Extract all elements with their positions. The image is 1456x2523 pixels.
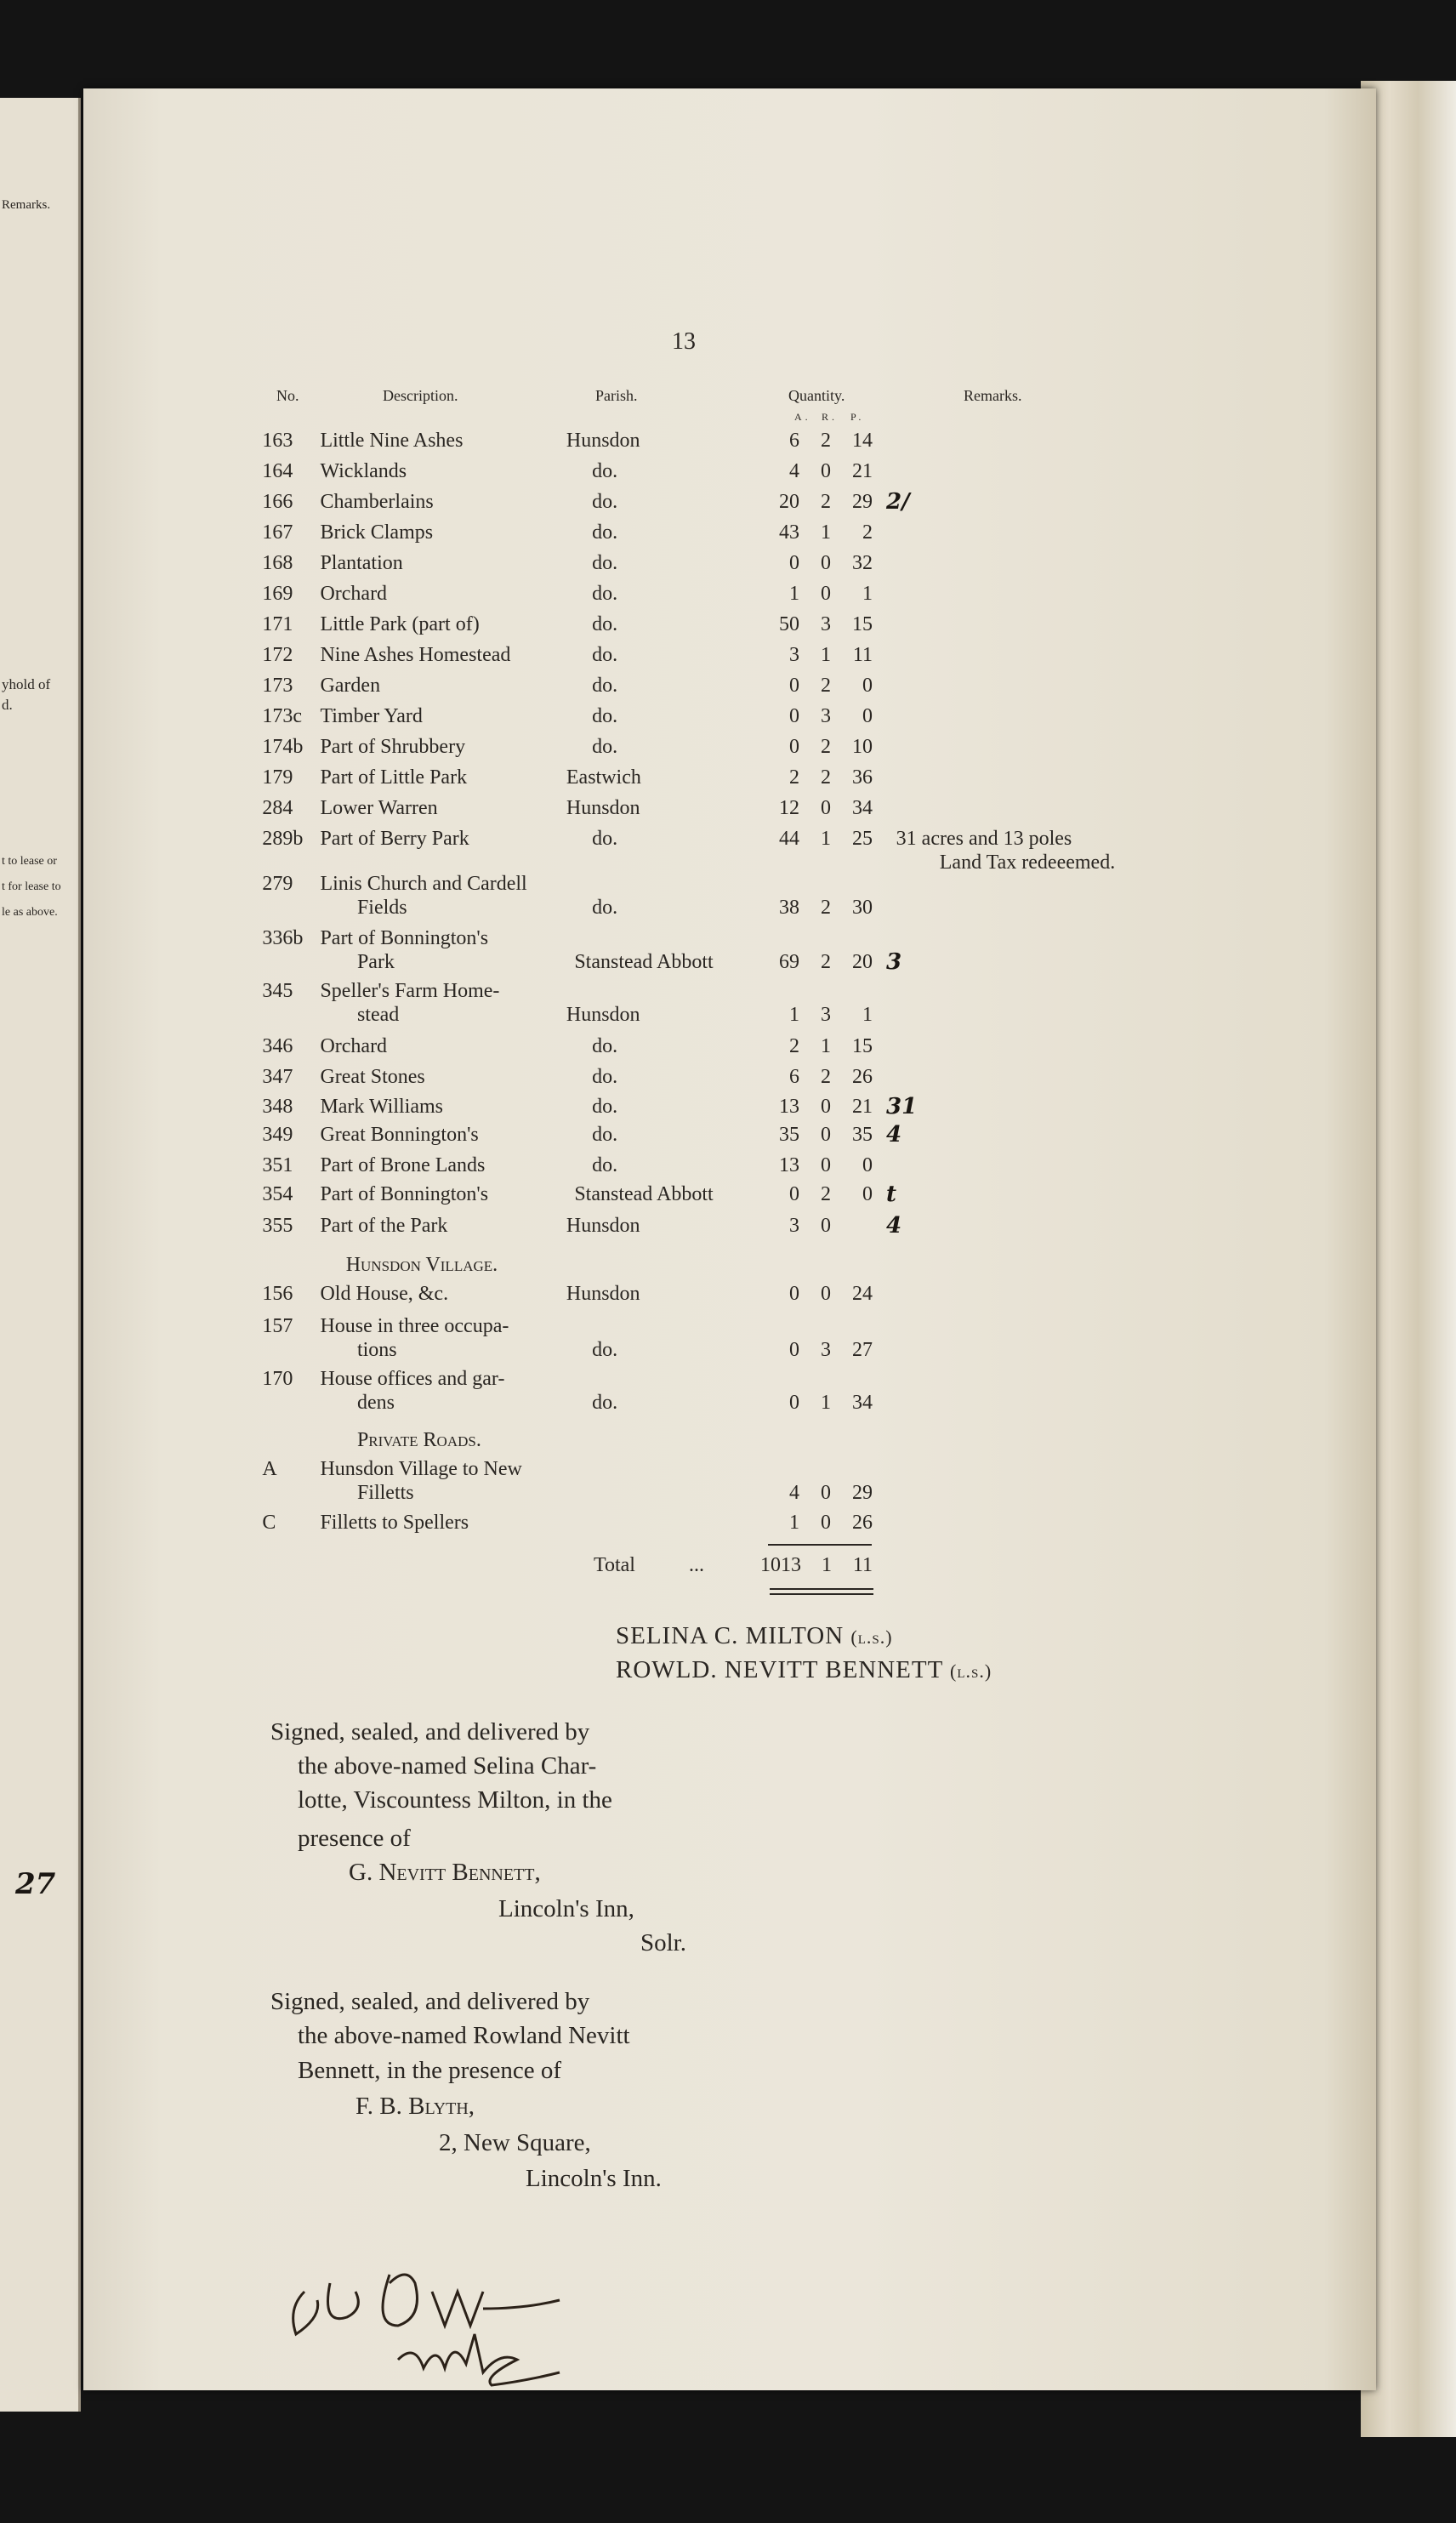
row-description: Linis Church and Cardell — [320, 872, 527, 895]
row-parish: do. — [592, 583, 618, 606]
row-roods: 2 — [821, 674, 831, 697]
attestation-line: presence of — [298, 1825, 411, 1852]
row-roods: 2 — [821, 491, 831, 514]
row-poles: 25 — [852, 827, 873, 850]
attestation-line: Signed, sealed, and delivered by — [270, 1988, 590, 2015]
row-acres: 0 — [789, 1392, 799, 1415]
row-poles: 21 — [852, 1096, 873, 1119]
row-number: C — [262, 1511, 276, 1534]
row-poles: 21 — [852, 460, 873, 483]
row-poles: 0 — [862, 1153, 873, 1176]
row-description: Great Stones — [320, 1065, 425, 1088]
row-description: Timber Yard — [320, 704, 423, 727]
row-number: 168 — [262, 552, 293, 575]
row-parish: Stanstead Abbott — [574, 1182, 714, 1205]
row-parish: Hunsdon — [566, 1004, 640, 1027]
row-acres: 44 — [779, 827, 799, 850]
header-a: A. — [794, 411, 811, 423]
row-acres: 0 — [789, 674, 799, 697]
row-parish: Eastwich — [566, 766, 641, 789]
row-parish: do. — [592, 827, 618, 850]
left-page-edge — [0, 98, 81, 2412]
row-description-cont: dens — [356, 1392, 395, 1415]
total-label: Total — [594, 1554, 635, 1576]
handwritten-mark: t — [886, 1182, 897, 1207]
attestation-line: Signed, sealed, and delivered by — [270, 1718, 590, 1746]
row-parish: do. — [592, 491, 618, 514]
row-poles: 10 — [852, 735, 873, 758]
row-number: 156 — [262, 1282, 293, 1305]
row-acres: 20 — [779, 491, 799, 514]
attestation-line: lotte, Viscountess Milton, in the — [298, 1786, 612, 1814]
row-roods: 2 — [821, 766, 831, 789]
row-parish: do. — [592, 1153, 618, 1176]
row-number: 169 — [262, 583, 293, 606]
header-description: Description. — [383, 387, 458, 404]
row-poles: 1 — [862, 583, 873, 606]
header-quantity: Quantity. — [788, 387, 845, 404]
row-poles: 0 — [862, 1182, 873, 1205]
witness-address: Lincoln's Inn. — [526, 2165, 662, 2192]
header-r: R. — [822, 411, 839, 423]
row-roods: 1 — [821, 643, 831, 666]
row-description: Plantation — [320, 552, 403, 575]
row-roods: 3 — [821, 612, 831, 635]
row-roods: 0 — [821, 1482, 831, 1505]
row-acres: 1 — [789, 1511, 799, 1534]
handwritten-signature — [270, 2232, 662, 2402]
row-poles: 34 — [852, 1392, 873, 1415]
row-acres: 4 — [789, 1482, 799, 1505]
row-number: 351 — [262, 1153, 293, 1176]
row-number: 179 — [262, 766, 293, 789]
row-acres: 0 — [789, 552, 799, 575]
row-roods: 0 — [821, 583, 831, 606]
signatory: ROWLD. NEVITT BENNETT (l.s.) — [616, 1656, 992, 1683]
row-acres: 0 — [789, 1182, 799, 1205]
row-description: Little Park (part of) — [320, 612, 480, 635]
row-parish: do. — [592, 1392, 618, 1415]
row-description: Garden — [320, 674, 381, 697]
row-parish: do. — [592, 896, 618, 919]
attestation-line: the above-named Selina Char- — [298, 1752, 597, 1780]
left-fragment: le as above. — [2, 906, 58, 919]
row-poles: 30 — [852, 896, 873, 919]
row-parish: Hunsdon — [566, 1282, 640, 1305]
row-description: Great Bonnington's — [320, 1123, 479, 1146]
row-description: Nine Ashes Homestead — [320, 643, 511, 666]
row-description: Hunsdon Village to New — [320, 1458, 522, 1481]
row-number: 279 — [262, 872, 293, 895]
row-number: 354 — [262, 1182, 293, 1205]
row-acres: 2 — [789, 1034, 799, 1057]
row-roods: 2 — [821, 430, 831, 453]
row-poles: 0 — [862, 704, 873, 727]
double-rule — [770, 1588, 873, 1590]
row-acres: 69 — [779, 950, 799, 973]
row-parish: do. — [592, 1034, 618, 1057]
row-poles: 36 — [852, 766, 873, 789]
row-parish: do. — [592, 521, 618, 544]
page-number: 13 — [672, 328, 696, 355]
row-roods: 2 — [821, 950, 831, 973]
row-parish: do. — [592, 1123, 618, 1146]
row-description-cont: tions — [356, 1338, 397, 1361]
row-description: Speller's Farm Home- — [320, 980, 500, 1003]
row-description-cont: Filletts — [356, 1482, 414, 1505]
row-acres: 13 — [779, 1153, 799, 1176]
row-number: 336b — [262, 926, 304, 949]
left-fragment: Remarks. — [2, 198, 51, 212]
row-number: 173c — [262, 704, 302, 727]
row-acres: 0 — [789, 1282, 799, 1305]
row-description: Little Nine Ashes — [320, 430, 464, 453]
row-poles: 29 — [852, 491, 873, 514]
row-roods: 0 — [821, 1123, 831, 1146]
row-number: 349 — [262, 1123, 293, 1146]
row-roods: 0 — [821, 1282, 831, 1305]
handwritten-correction: 3 — [886, 949, 902, 975]
sum-rule — [768, 1544, 872, 1546]
row-roods: 2 — [821, 1182, 831, 1205]
total-roods: 1 — [822, 1554, 832, 1576]
header-p: P. — [850, 411, 865, 423]
row-roods: 0 — [821, 1096, 831, 1119]
row-number: 172 — [262, 643, 293, 666]
row-parish: do. — [592, 552, 618, 575]
handwritten-correction: 4 — [886, 1122, 902, 1148]
seal-mark: (l.s.) — [850, 1626, 893, 1648]
row-acres: 3 — [789, 1215, 799, 1238]
row-number: 164 — [262, 460, 293, 483]
row-description: Orchard — [320, 1034, 388, 1057]
row-description-cont: Park — [356, 950, 395, 973]
row-acres: 50 — [779, 612, 799, 635]
section-heading: Private Roads. — [356, 1429, 481, 1452]
row-number: 355 — [262, 1215, 293, 1238]
row-acres: 43 — [779, 521, 799, 544]
row-acres: 2 — [789, 766, 799, 789]
row-roods: 1 — [821, 827, 831, 850]
header-remarks: Remarks. — [964, 387, 1022, 404]
row-parish: Stanstead Abbott — [574, 950, 714, 973]
row-poles: 2 — [862, 521, 873, 544]
row-acres: 6 — [789, 430, 799, 453]
row-acres: 4 — [789, 460, 799, 483]
witness-title: Solr. — [640, 1929, 686, 1956]
row-parish: do. — [592, 643, 618, 666]
row-parish: do. — [592, 612, 618, 635]
row-description: Brick Clamps — [320, 521, 434, 544]
row-acres: 13 — [779, 1096, 799, 1119]
row-acres: 0 — [789, 704, 799, 727]
left-fragment: t for lease to — [2, 880, 61, 893]
row-parish: do. — [592, 735, 618, 758]
row-description-cont: stead — [356, 1004, 400, 1027]
row-number: 163 — [262, 430, 293, 453]
handwritten-correction: 4 — [886, 1213, 902, 1239]
row-acres: 3 — [789, 643, 799, 666]
total-poles: 11 — [852, 1554, 873, 1576]
seal-mark: (l.s.) — [950, 1660, 992, 1682]
row-number: 346 — [262, 1034, 293, 1057]
row-description: Mark Williams — [320, 1096, 444, 1119]
row-parish: Hunsdon — [566, 796, 640, 819]
row-description: Part of Berry Park — [320, 827, 469, 850]
row-parish: do. — [592, 1096, 618, 1119]
row-poles: 14 — [852, 430, 873, 453]
row-poles: 11 — [852, 643, 873, 666]
row-description: Old House, &c. — [320, 1282, 449, 1305]
witness-address: 2, New Square, — [439, 2129, 591, 2156]
row-roods: 3 — [821, 704, 831, 727]
double-rule — [770, 1593, 873, 1595]
row-description: Part of Bonnington's — [320, 1182, 489, 1205]
row-acres: 0 — [789, 1338, 799, 1361]
left-fragment: yhold of — [2, 676, 51, 692]
row-description-cont: Fields — [356, 896, 407, 919]
row-parish: do. — [592, 1065, 618, 1088]
row-roods: 3 — [821, 1338, 831, 1361]
row-parish: do. — [592, 460, 618, 483]
row-acres: 38 — [779, 896, 799, 919]
attestation-line: the above-named Rowland Nevitt — [298, 2022, 630, 2049]
row-poles: 24 — [852, 1282, 873, 1305]
row-poles: 29 — [852, 1482, 873, 1505]
row-poles: 35 — [852, 1123, 873, 1146]
row-number: A — [262, 1458, 277, 1481]
row-parish: Hunsdon — [566, 1215, 640, 1238]
row-description: Part of the Park — [320, 1215, 448, 1238]
row-number: 173 — [262, 674, 293, 697]
handwritten-correction: 2/ — [886, 489, 910, 515]
row-description: Wicklands — [320, 460, 407, 483]
row-number: 345 — [262, 980, 293, 1003]
row-roods: 3 — [821, 1004, 831, 1027]
row-number: 157 — [262, 1314, 293, 1337]
left-handwritten-number: 27 — [15, 1867, 56, 1901]
witness-name: G. Nevitt Bennett, — [349, 1859, 541, 1886]
row-roods: 1 — [821, 1392, 831, 1415]
row-poles: 26 — [852, 1065, 873, 1088]
row-roods: 0 — [821, 796, 831, 819]
row-roods: 0 — [821, 1215, 831, 1238]
row-number: 170 — [262, 1368, 293, 1391]
row-description: Filletts to Spellers — [320, 1511, 469, 1534]
row-description: House offices and gar- — [320, 1368, 505, 1391]
row-poles: 15 — [852, 1034, 873, 1057]
row-poles: 0 — [862, 674, 873, 697]
row-number: 171 — [262, 612, 293, 635]
row-remarks: 31 acres and 13 poles — [896, 827, 1072, 850]
row-parish: do. — [592, 704, 618, 727]
row-number: 348 — [262, 1096, 293, 1119]
row-poles: 20 — [852, 950, 873, 973]
row-number: 347 — [262, 1065, 293, 1088]
document-page — [83, 88, 1376, 2390]
row-remarks: Land Tax redeeemed. — [939, 851, 1116, 874]
row-acres: 35 — [779, 1123, 799, 1146]
row-roods: 2 — [821, 896, 831, 919]
row-roods: 0 — [821, 552, 831, 575]
row-description: Part of Brone Lands — [320, 1153, 486, 1176]
header-parish: Parish. — [595, 387, 638, 404]
row-poles: 27 — [852, 1338, 873, 1361]
total-dots: ... — [689, 1554, 704, 1576]
row-number: 166 — [262, 491, 293, 514]
row-poles: 26 — [852, 1511, 873, 1534]
row-acres: 1 — [789, 1004, 799, 1027]
row-description: Part of Little Park — [320, 766, 468, 789]
row-acres: 1 — [789, 583, 799, 606]
row-acres: 0 — [789, 735, 799, 758]
witness-name: F. B. Blyth, — [355, 2093, 475, 2120]
row-roods: 0 — [821, 1511, 831, 1534]
row-parish: Hunsdon — [566, 430, 640, 453]
total-acres: 1013 — [760, 1554, 801, 1576]
row-roods: 2 — [821, 735, 831, 758]
row-description: Orchard — [320, 583, 388, 606]
row-description: Chamberlains — [320, 491, 434, 514]
header-no: No. — [276, 387, 299, 404]
left-fragment: t to lease or — [2, 855, 57, 868]
row-roods: 0 — [821, 1153, 831, 1176]
row-poles: 15 — [852, 612, 873, 635]
witness-address: Lincoln's Inn, — [498, 1895, 634, 1922]
row-description: Part of Shrubbery — [320, 735, 466, 758]
row-description: Lower Warren — [320, 796, 438, 819]
row-poles: 32 — [852, 552, 873, 575]
signatory: SELINA C. MILTON (l.s.) — [616, 1622, 893, 1649]
row-parish: do. — [592, 1338, 618, 1361]
row-poles: 34 — [852, 796, 873, 819]
row-number: 284 — [262, 796, 293, 819]
left-fragment: d. — [2, 697, 13, 713]
row-roods: 0 — [821, 460, 831, 483]
row-parish: do. — [592, 674, 618, 697]
row-acres: 12 — [779, 796, 799, 819]
handwritten-correction: 31 — [886, 1094, 918, 1119]
row-acres: 6 — [789, 1065, 799, 1088]
row-number: 289b — [262, 827, 304, 850]
row-number: 167 — [262, 521, 293, 544]
row-poles: 1 — [862, 1004, 873, 1027]
row-description: Part of Bonnington's — [320, 926, 489, 949]
row-description: House in three occupa- — [320, 1314, 509, 1337]
row-roods: 1 — [821, 521, 831, 544]
row-number: 174b — [262, 735, 304, 758]
section-heading: Hunsdon Village. — [345, 1253, 498, 1276]
row-roods: 2 — [821, 1065, 831, 1088]
row-roods: 1 — [821, 1034, 831, 1057]
attestation-line: Bennett, in the presence of — [298, 2057, 562, 2084]
